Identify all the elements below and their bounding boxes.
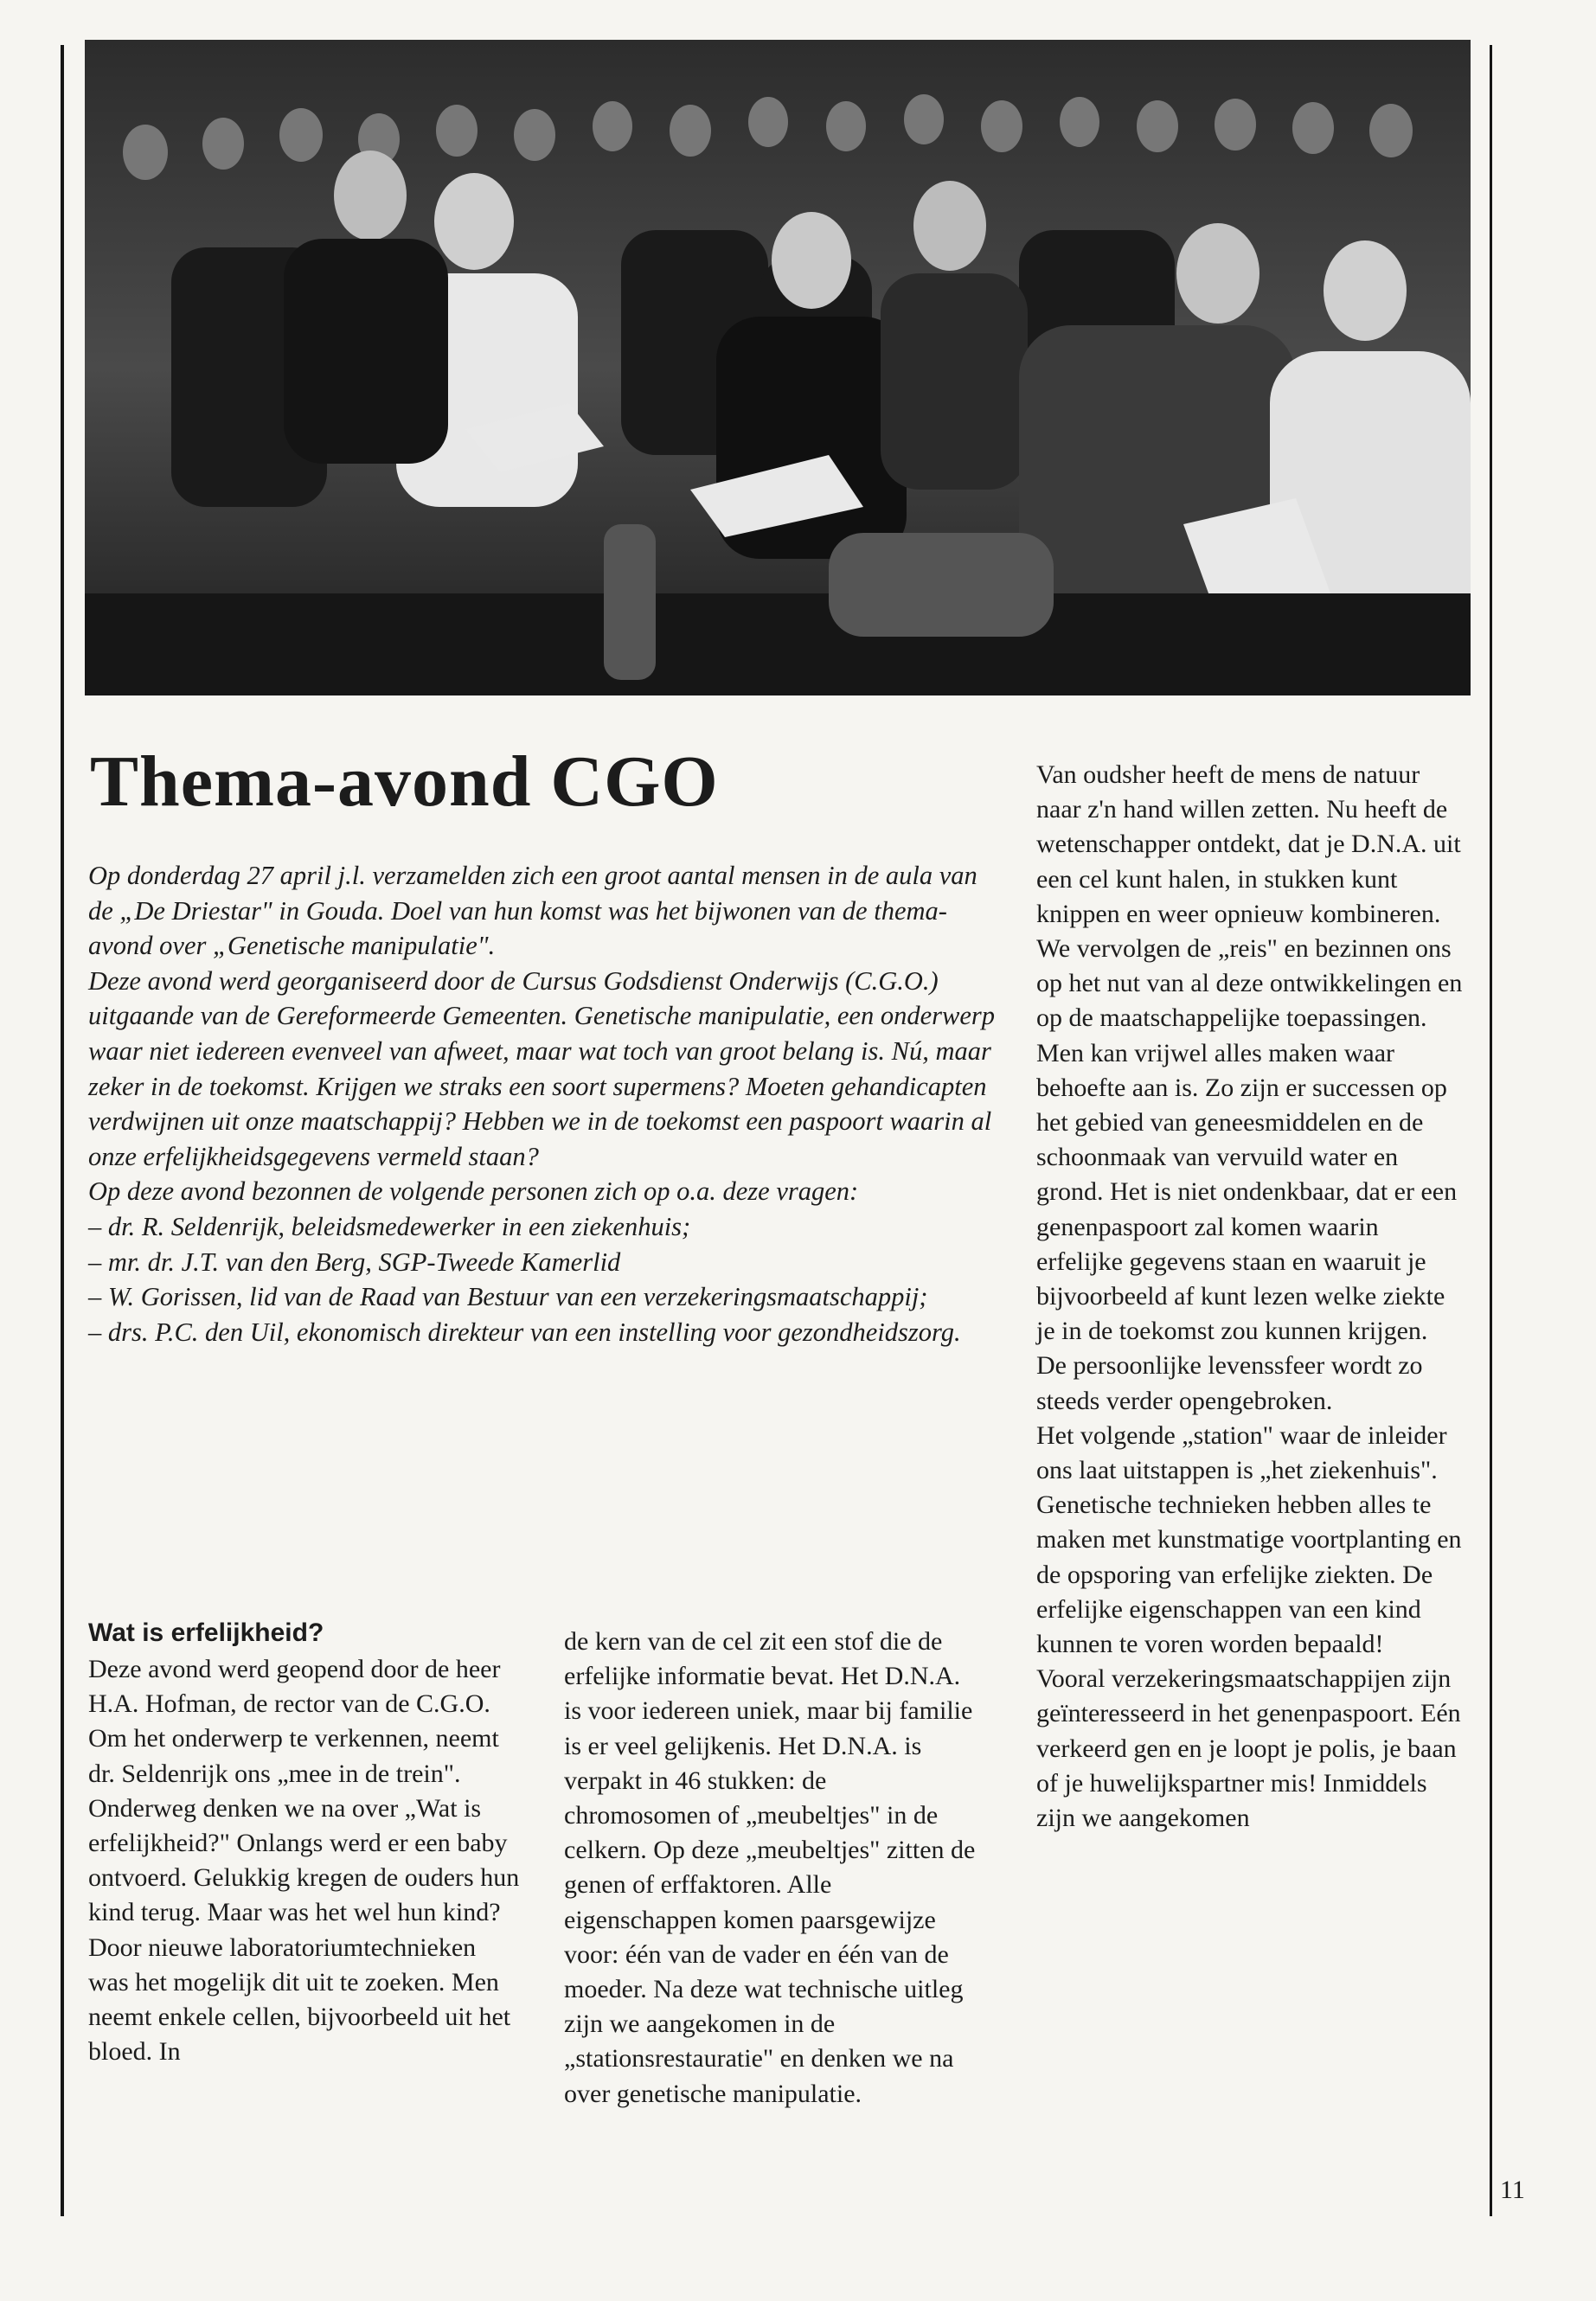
body-paragraph: Het volgende „station" waar de inleider ons laat uitstappen is „het ziekenhuis". xyxy=(1036,1420,1447,1485)
body-paragraph: Van oudsher heeft de mens de natuur naar z'n hand willen zetten. Nu heeft de wetenschapper ontdekt, dat je D.N.A. uit een cel kunt halen, in stukken kunt knippen en weer opnieuw kombineren. xyxy=(1036,760,1461,928)
left-margin-rule xyxy=(61,45,64,2216)
article-title: Thema-avond CGO xyxy=(90,741,719,822)
speaker-list xyxy=(88,1209,1002,1349)
body-paragraph: Vooral verzekeringsmaatschappijen zijn geïnteresseerd in het genenpaspoort. Eén verkeerd gen en je loopt je polis, je baan of je huwelijkspartner mis! Inmiddels zijn we aangekomen xyxy=(1036,1664,1461,1833)
section-subheading: Wat is erfelijkheid? xyxy=(88,1618,324,1647)
body-column-1 xyxy=(88,1618,521,2069)
body-column-3 xyxy=(1036,758,1465,1836)
body-paragraph: We vervolgen de „reis" en bezinnen ons op het nut van al deze ontwikkelingen en op de maatschappelijke toepassingen. Men kan vrijwel alles maken waar behoefte aan is. Zo zijn er successen op het gebied van geneesmiddelen en de schoonmaak van vervuild water en grond. Het is niet ondenkbaar, dat er een genenpaspoort zal komen waarin erfelijke gegevens staan en waaruit je bijvoorbeeld af kunt lezen welke ziekte je in de toekomst zou kunnen krijgen. xyxy=(1036,934,1463,1346)
article-intro xyxy=(88,858,1002,1349)
body-paragraph: Om het onderwerp te verkennen, neemt dr. Seldenrijk ons „mee in de trein". xyxy=(88,1724,499,1788)
intro-paragraph: Deze avond werd georganiseerd door de Cursus Godsdienst Onderwijs (C.G.O.) uitgaande van de Gereformeerde Gemeenten. Genetische manipulatie, een onderwerp waar niet iedereen evenveel van afweet, maar wat toch van groot belang is. Nú, maar zeker in de toekomst. Krijgen we straks een soort supermens? Moeten gehandicapten verdwijnen uit onze maatschappij? Hebben we in de toekomst een paspoort waarin al onze erfelijkheidsgegevens vermeld staan? xyxy=(88,965,995,1171)
page-number: 11 xyxy=(1500,2176,1525,2204)
intro-paragraph: Op deze avond bezonnen de volgende personen zich op o.a. deze vragen: xyxy=(88,1176,859,1207)
body-column-2 xyxy=(564,1625,979,2112)
body-paragraph: Onderweg denken we na over „Wat is erfelijkheid?" Onlangs werd er een baby ontvoerd. Gelukkig kregen de ouders hun kind terug. Maar was het wel hun kind? Door nieuwe laboratoriumtechnieken was het mogelijk dit uit te zoeken. Men neemt enkele cellen, bijvoorbeeld uit het bloed. In xyxy=(88,1793,520,2067)
body-paragraph: Genetische technieken hebben alles te maken met kunstmatige voortplanting en de opsporing van erfelijke ziekten. De erfelijke eigenschappen van een kind kunnen te voren worden bepaald! xyxy=(1036,1490,1462,1659)
body-paragraph: de kern van de cel zit een stof die de erfelijke informatie bevat. Het D.N.A. is voor iedereen uniek, maar bij familie is er veel gelijkenis. Het D.N.A. is verpakt in 46 stukken: de chromosomen of „meubeltjes" in de celkern. Op deze „meubeltjes" zitten de genen of erffaktoren. Alle eigenschappen komen paarsgewijze voor: één van de vader en één van de moeder. Na deze wat technische uitleg zijn we aangekomen in de „stationsrestauratie" en denken we na over genetische manipulatie. xyxy=(564,1627,976,2108)
speaker-item: – dr. R. Seldenrijk, beleidsmedewerker in een ziekenhuis; xyxy=(88,1211,691,1241)
speaker-item: – mr. dr. J.T. van den Berg, SGP-Tweede Kamerlid xyxy=(88,1247,621,1277)
speaker-item: – W. Gorissen, lid van de Raad van Bestuur van een verzekeringsmaatschappij; xyxy=(88,1282,928,1312)
audience-photo xyxy=(85,40,1471,695)
intro-paragraph: Op donderdag 27 april j.l. verzamelden zich een groot aantal mensen in de aula van de „De Driestar" in Gouda. Doel van hun komst was het bijwonen van de thema-avond over „Genetische manipulatie". xyxy=(88,861,977,961)
speaker-item: – drs. P.C. den Uil, ekonomisch direkteur van een instelling voor gezondheidszorg. xyxy=(88,1317,961,1347)
right-margin-rule xyxy=(1490,45,1492,2216)
body-paragraph: De persoonlijke levenssfeer wordt zo steeds verder opengebroken. xyxy=(1036,1351,1423,1415)
audience-photo-illustration xyxy=(85,40,1471,695)
body-paragraph: Deze avond werd geopend door de heer H.A. Hofman, de rector van de C.G.O. xyxy=(88,1655,501,1719)
